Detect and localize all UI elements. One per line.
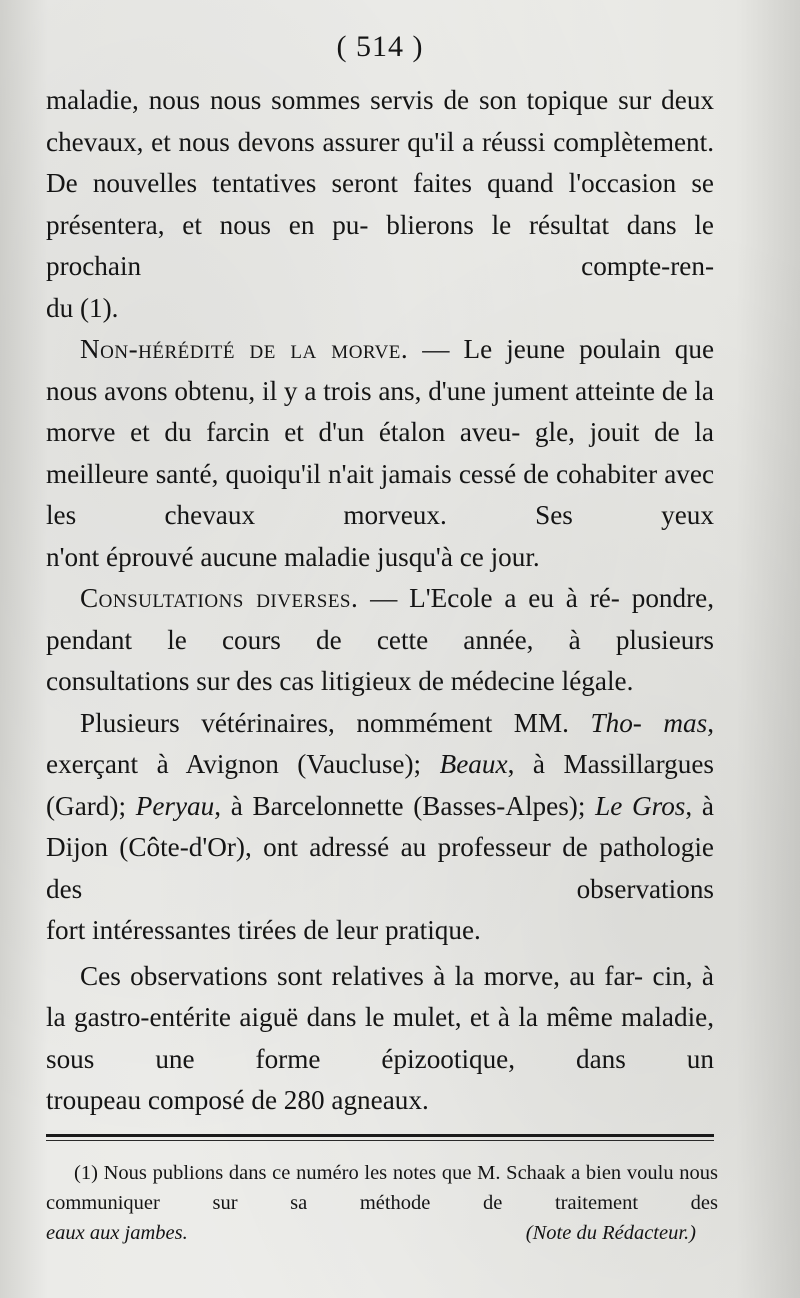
footnote-text — [46, 1158, 718, 1218]
text-line: — L'Ecole a eu à ré- — [370, 583, 620, 613]
section-heading: Consultations diverses. — [80, 583, 359, 613]
footnote-line: bien voulu nous communiquer sur sa méthode de traitement des — [46, 1162, 719, 1214]
footnote-rule-thin — [46, 1140, 714, 1141]
italic-name: Tho- — [590, 707, 642, 738]
paragraph-5 — [46, 956, 714, 1081]
footnote-last-line — [46, 1218, 718, 1248]
paragraph-2 — [46, 329, 714, 537]
text-line: troupeau composé de 280 agneaux. — [46, 1085, 429, 1115]
text-line: — Le jeune poulain — [422, 334, 661, 364]
text-line: atteinte de la morve et du farcin et d'un étalon aveu- — [46, 375, 715, 447]
editor-note: (Note du Rédacteur.) — [525, 1222, 696, 1244]
text-line: consultations sur des cas litigieux de médecine légale. — [46, 666, 634, 696]
text-line: , à Dijon (Côte-d'Or), ont — [46, 790, 714, 862]
page-body — [46, 80, 714, 1122]
paragraph-4 — [46, 703, 714, 911]
paragraph-5-end — [46, 1080, 714, 1122]
text-line: Massillargues (Gard); — [46, 749, 714, 821]
italic-name: Le Gros — [595, 790, 686, 821]
italic-name: Beaux — [439, 749, 508, 779]
paragraph-3-end — [46, 661, 714, 703]
text-line: blierons le résultat dans le prochain compte-ren- — [46, 209, 714, 281]
paragraph-1 — [46, 80, 714, 288]
text-line: adressé au professeur de pathologie des observations — [46, 832, 714, 904]
text-line: réussi complètement. De nouvelles tentatives seront — [46, 126, 714, 198]
footnote-italic: eaux aux jambes. — [46, 1222, 188, 1244]
text-line: , exerçant à Avignon (Vaucluse); — [46, 707, 714, 779]
text-line: que nous avons obtenu, il y a trois ans, d'une jument — [46, 334, 715, 406]
text-line: gle, jouit de la meilleure santé, quoiqu'il n'ait jamais — [46, 417, 714, 489]
text-line: cin, à la gastro-entérite aiguë dans le mulet, et à la — [46, 960, 714, 1032]
text-line: fort intéressantes tirées de leur pratique. — [46, 915, 481, 945]
text-line: cessé de cohabiter avec les chevaux morveux. Ses yeux — [46, 458, 715, 530]
text-line: même maladie, sous une forme épizootique, dans un — [46, 1002, 714, 1074]
text-line: du (1). — [46, 292, 119, 323]
text-line: maladie, nous nous sommes servis de son topique — [46, 85, 609, 115]
paragraph-4-end — [46, 910, 714, 952]
text-line: (Basses-Alpes); — [413, 790, 596, 821]
text-line: n'ont éprouvé aucune maladie jusqu'à ce jour. — [46, 541, 540, 572]
paragraph-1-end — [46, 288, 714, 330]
footnote — [46, 1158, 718, 1248]
text-line: , à — [507, 749, 545, 779]
paragraph-3 — [46, 578, 714, 661]
page-number: ( 514 ) — [336, 30, 424, 63]
footnote-rule — [46, 1134, 714, 1137]
italic-name: mas — [663, 707, 708, 738]
text-line: faites quand l'occasion se présentera, et nous en pu- — [46, 168, 714, 240]
italic-name: Peryau — [135, 790, 215, 821]
paragraph-2-end — [46, 537, 714, 579]
text-line: pondre, pendant le cours de cette année, à plusieurs — [46, 583, 715, 655]
text-line: Ces observations sont relatives à la morve, au far- — [80, 960, 644, 991]
footnote-line: (1) Nous publions dans ce numéro les notes que M. Schaak a — [74, 1162, 581, 1184]
text-line: , à Barcelonnette — [214, 790, 404, 821]
text-line: sur deux chevaux, et nous devons assurer qu'il a — [46, 85, 715, 157]
section-heading: Non-hérédité de la morve. — [80, 334, 409, 364]
text-line: Plusieurs vétérinaires, nommément MM. — [80, 707, 591, 738]
